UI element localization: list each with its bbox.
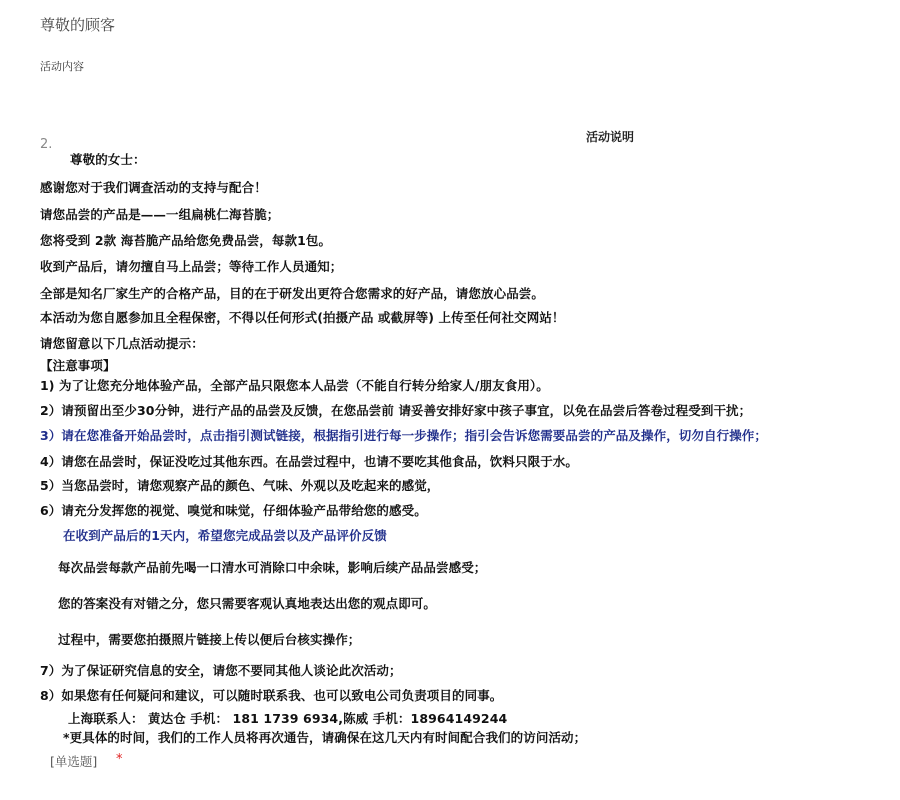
deadline-text: 在收到产品后的1天内，希望您完成品尝以及产品评价反馈 bbox=[63, 528, 387, 543]
section-title: 活动说明 bbox=[586, 130, 635, 144]
product-text: 请您品尝的产品是——一组扁桃仁海苔脆； bbox=[40, 207, 280, 222]
tips-intro: 请您留意以下几点活动提示： bbox=[40, 336, 204, 351]
contact-info: 上海联系人： 黄达仓 手机： 181 1739 6934,陈威 手机：18964149244 bbox=[68, 711, 508, 726]
quantity-text: 您将受到 2款 海苔脆产品给您免费品尝，每款1包。 bbox=[40, 233, 332, 248]
note-item-7: 7）为了保证研究信息的安全，请您不要同其他人谈论此次活动； bbox=[40, 663, 402, 678]
wait-text: 收到产品后，请勿擅自马上品尝；等待工作人员通知； bbox=[40, 259, 343, 274]
photo-text: 过程中，需要您拍摄照片链接上传以便后台核实操作； bbox=[58, 632, 361, 647]
no-right-wrong-text: 您的答案没有对错之分，您只需要客观认真地表达出您的观点即可。 bbox=[58, 596, 437, 611]
thanks-text: 感谢您对于我们调查活动的支持与配合！ bbox=[40, 180, 267, 195]
schedule-text: *更具体的时间，我们的工作人员将再次通告，请确保在这几天内有时间配合我们的访问活动； bbox=[63, 730, 587, 745]
rinse-text: 每次品尝每款产品前先喝一口清水可消除口中余味，影响后续产品品尝感受； bbox=[58, 560, 487, 575]
required-marker: * bbox=[116, 752, 123, 767]
activity-content-label: 活动内容 bbox=[40, 60, 84, 73]
page-title: 尊敬的顾客 bbox=[40, 16, 116, 34]
note-item: 5）当您品尝时，请您观察产品的颜色、气味、外观以及吃起来的感觉， bbox=[40, 478, 440, 493]
note-item: 4）请您在品尝时，保证没吃过其他东西。在品尝过程中，也请不要吃其他食品，饮料只限于水。 bbox=[40, 454, 578, 469]
note-item: 3）请在您准备开始品尝时，点击指引测试链接，根据指引进行每一步操作；指引会告诉您需要品尝的产品及操作，切勿自行操作； bbox=[40, 428, 767, 443]
question-number: 2. bbox=[40, 137, 53, 152]
quality-text: 全部是知名厂家生产的合格产品，目的在于研发出更符合您需求的好产品，请您放心品尝。 bbox=[40, 286, 545, 301]
note-item: 6）请充分发挥您的视觉、嗅觉和味觉，仔细体验产品带给您的感受。 bbox=[40, 503, 427, 518]
question-type-label: [单选题] bbox=[50, 754, 98, 769]
note-item-8: 8）如果您有任何疑问和建议，可以随时联系我、也可以致电公司负责项目的同事。 bbox=[40, 688, 503, 703]
notes-heading: 【注意事项】 bbox=[40, 358, 116, 373]
privacy-text: 本活动为您自愿参加且全程保密，不得以任何形式(拍摄产品 或截屏等) 上传至任何社交网站！ bbox=[40, 310, 565, 325]
salutation: 尊敬的女士： bbox=[70, 152, 146, 167]
note-item: 1) 为了让您充分地体验产品，全部产品只限您本人品尝（不能自行转分给家人/朋友食用）。 bbox=[40, 378, 549, 393]
note-item: 2）请预留出至少30分钟，进行产品的品尝及反馈，在您品尝前 请妥善安排好家中孩子事宜，以免在品尝后答卷过程受到干扰； bbox=[40, 403, 752, 418]
